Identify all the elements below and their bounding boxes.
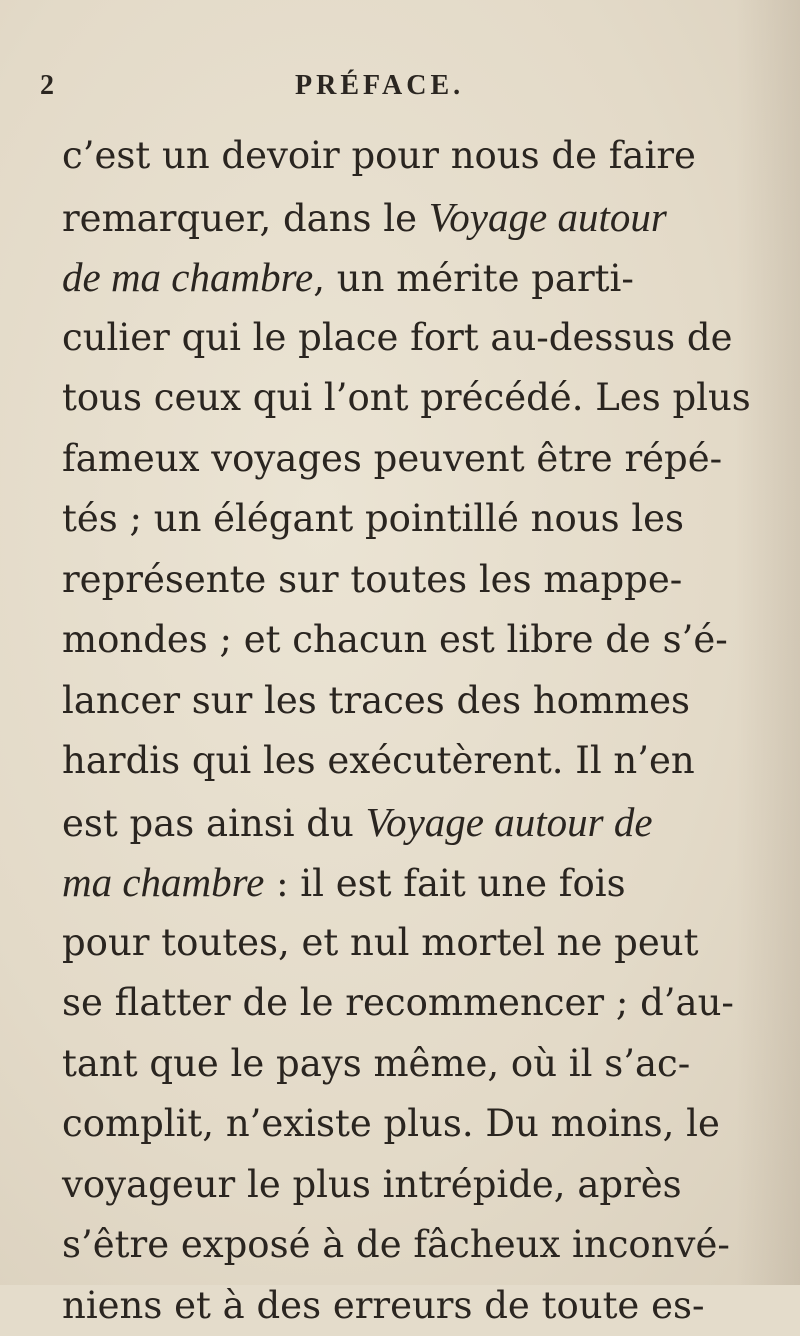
- text-line: [62, 973, 762, 1034]
- text-segment: tés ; un élégant pointillé nous les: [62, 497, 684, 540]
- text-segment: tant que le pays même, où il s’ac-: [62, 1042, 690, 1085]
- italic-title-segment: ma chambre: [62, 859, 264, 905]
- text-line: [62, 1276, 762, 1336]
- text-line: [62, 1034, 762, 1095]
- text-segment: culier qui le place fort au-dessus de: [62, 316, 733, 359]
- text-line: [62, 429, 762, 490]
- text-segment: voyageur le plus intrépide, après: [62, 1163, 682, 1206]
- text-segment: pour toutes, et nul mortel ne peut: [62, 921, 698, 964]
- page-number: 2: [40, 70, 54, 102]
- text-segment: fameux voyages peuvent être répé-: [62, 437, 722, 480]
- text-segment: se flatter de le recommencer ; d’au-: [62, 981, 734, 1024]
- text-line: [62, 1094, 762, 1155]
- text-line: [62, 126, 762, 187]
- text-segment: tous ceux qui l’ont précédé. Les plus: [62, 376, 751, 419]
- text-line: [62, 368, 762, 429]
- text-segment: représente sur toutes les mappe-: [62, 558, 682, 601]
- text-line: [62, 852, 762, 913]
- text-segment: niens et à des erreurs de toute es-: [62, 1284, 704, 1327]
- text-line: [62, 1155, 762, 1216]
- text-segment: mondes ; et chacun est libre de s’é-: [62, 618, 728, 661]
- text-line: [62, 308, 762, 369]
- text-segment: lancer sur les traces des hommes: [62, 679, 690, 722]
- italic-title-segment: Voyage autour: [429, 194, 667, 240]
- text-segment: remarquer, dans le: [62, 197, 429, 240]
- text-line: [62, 913, 762, 974]
- text-line: [62, 792, 762, 853]
- text-line: [62, 731, 762, 792]
- text-line: [62, 187, 762, 248]
- running-head: PRÉFACE.: [295, 70, 464, 102]
- text-segment: s’être exposé à de fâcheux inconvé-: [62, 1223, 730, 1266]
- text-segment: , un mérite parti-: [313, 257, 634, 300]
- italic-title-segment: de ma chambre: [62, 254, 313, 300]
- italic-title-segment: Voyage autour de: [366, 799, 653, 845]
- text-segment: complit, n’existe plus. Du moins, le: [62, 1102, 720, 1145]
- text-line: [62, 671, 762, 732]
- text-segment: est pas ainsi du: [62, 802, 366, 845]
- text-line: [62, 610, 762, 671]
- text-line: [62, 550, 762, 611]
- text-line: [62, 247, 762, 308]
- text-segment: c’est un devoir pour nous de faire: [62, 134, 696, 177]
- text-line: [62, 1215, 762, 1276]
- text-segment: hardis qui les exécutèrent. Il n’en: [62, 739, 695, 782]
- text-line: [62, 489, 762, 550]
- text-segment: : il est fait une fois: [264, 862, 625, 905]
- body-text: [62, 126, 762, 1336]
- page-header: [40, 70, 740, 110]
